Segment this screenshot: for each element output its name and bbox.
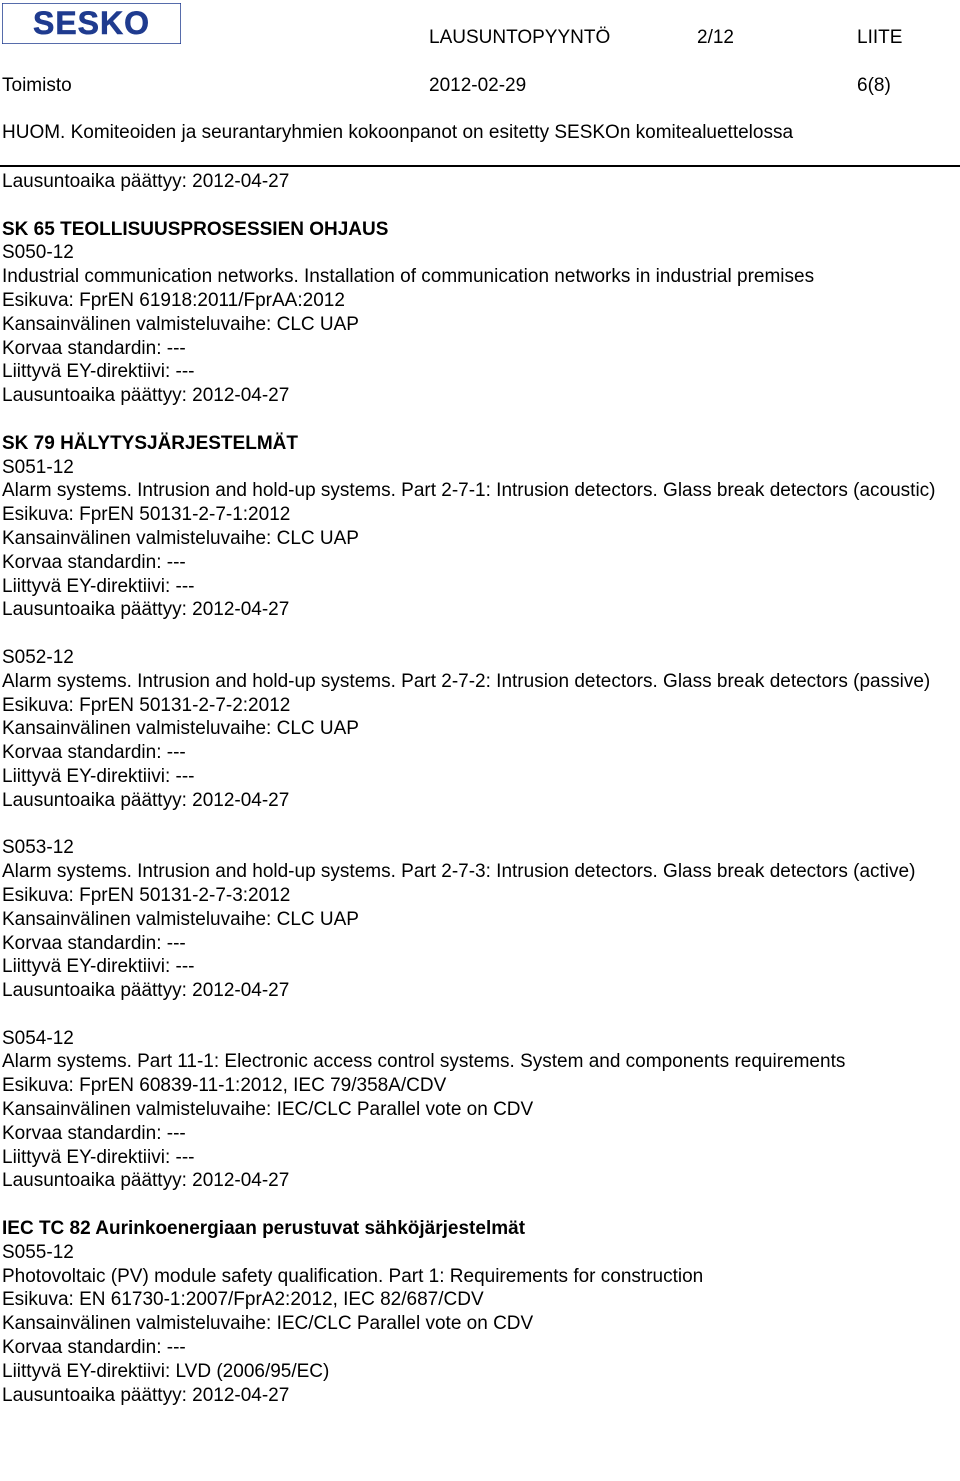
document-number: 2/12 (697, 27, 734, 48)
item-stage: Kansainvälinen valmisteluvaihe: IEC/CLC Parallel vote on CDV (2, 1313, 534, 1335)
item-stage: Kansainvälinen valmisteluvaihe: CLC UAP (2, 527, 359, 549)
item-code: S053-12 (2, 837, 74, 859)
item-directive: Liittyvä EY-direktiivi: --- (2, 361, 195, 383)
item-replaces: Korvaa standardin: --- (2, 1122, 186, 1144)
item-deadline: Lausuntoaika päättyy: 2012-04-27 (2, 1170, 290, 1192)
item-stage: Kansainvälinen valmisteluvaihe: CLC UAP (2, 718, 359, 740)
section-heading: IEC TC 82 Aurinkoenergiaan perustuvat sähköjärjestelmät (2, 1218, 526, 1240)
sesko-logo (2, 3, 181, 44)
header-note: HUOM. Komiteoiden ja seurantaryhmien kokoonpanot on esitetty SESKOn komitealuettelossa (2, 122, 794, 143)
item-replaces: Korvaa standardin: --- (2, 337, 186, 359)
item-draft: Esikuva: FprEN 60839-11-1:2012, IEC 79/358A/CDV (2, 1075, 447, 1097)
item-code: S054-12 (2, 1027, 74, 1049)
item-deadline: Lausuntoaika päättyy: 2012-04-27 (2, 599, 290, 621)
item-replaces: Korvaa standardin: --- (2, 932, 186, 954)
item-directive: Liittyvä EY-direktiivi: --- (2, 575, 195, 597)
item-title: Industrial communication networks. Installation of communication networks in industrial premises (2, 266, 815, 288)
item-title: Photovoltaic (PV) module safety qualification. Part 1: Requirements for construction (2, 1265, 704, 1287)
office-label: Toimisto (2, 75, 72, 96)
item-deadline: Lausuntoaika päättyy: 2012-04-27 (2, 385, 290, 407)
item-title: Alarm systems. Intrusion and hold-up systems. Part 2-7-3: Intrusion detectors. Glass break detectors (active) (2, 861, 916, 883)
spacer (2, 408, 942, 432)
item-replaces: Korvaa standardin: --- (2, 1337, 186, 1359)
document-type: LAUSUNTOPYYNTÖ (429, 27, 611, 48)
attachment-label: LIITE (857, 27, 903, 48)
item-deadline: Lausuntoaika päättyy: 2012-04-27 (2, 1384, 290, 1406)
logo-text: SESKO (32, 5, 151, 41)
item-draft: Esikuva: FprEN 50131-2-7-3:2012 (2, 884, 291, 906)
item-replaces: Korvaa standardin: --- (2, 551, 186, 573)
item-directive: Liittyvä EY-direktiivi: --- (2, 956, 195, 978)
item-code: S050-12 (2, 242, 74, 264)
item-draft: Esikuva: FprEN 61918:2011/FprAA:2012 (2, 289, 345, 311)
item-draft: Esikuva: EN 61730-1:2007/FprA2:2012, IEC 82/687/CDV (2, 1289, 484, 1311)
item-draft: Esikuva: FprEN 50131-2-7-2:2012 (2, 694, 291, 716)
item-stage: Kansainvälinen valmisteluvaihe: CLC UAP (2, 313, 359, 335)
item-stage: Kansainvälinen valmisteluvaihe: CLC UAP (2, 908, 359, 930)
item-title: Alarm systems. Part 11-1: Electronic access control systems. System and components requirements (2, 1051, 846, 1073)
spacer (2, 1003, 942, 1027)
spacer (2, 1193, 942, 1217)
item-deadline: Lausuntoaika päättyy: 2012-04-27 (2, 980, 290, 1002)
item-title: Alarm systems. Intrusion and hold-up systems. Part 2-7-2: Intrusion detectors. Glass break detectors (passive) (2, 670, 931, 692)
item-directive: Liittyvä EY-direktiivi: --- (2, 765, 195, 787)
section-heading: SK 65 TEOLLISUUSPROSESSIEN OHJAUS (2, 218, 389, 240)
item-replaces: Korvaa standardin: --- (2, 742, 186, 764)
item-code: S052-12 (2, 646, 74, 668)
item-deadline: Lausuntoaika päättyy: 2012-04-27 (2, 789, 290, 811)
item-stage: Kansainvälinen valmisteluvaihe: IEC/CLC Parallel vote on CDV (2, 1099, 534, 1121)
item-draft: Esikuva: FprEN 50131-2-7-1:2012 (2, 504, 291, 526)
section-heading: SK 79 HÄLYTYSJÄRJESTELMÄT (2, 432, 298, 454)
document-date: 2012-02-29 (429, 75, 527, 96)
intro-deadline: Lausuntoaika päättyy: 2012-04-27 (2, 171, 290, 192)
item-directive: Liittyvä EY-direktiivi: --- (2, 1146, 195, 1168)
spacer (2, 813, 942, 837)
spacer (2, 622, 942, 646)
spacer (2, 194, 942, 218)
item-code: S051-12 (2, 456, 74, 478)
page-number: 6(8) (857, 75, 891, 96)
header-divider (0, 165, 960, 167)
item-directive: Liittyvä EY-direktiivi: LVD (2006/95/EC) (2, 1360, 330, 1382)
item-title: Alarm systems. Intrusion and hold-up systems. Part 2-7-1: Intrusion detectors. Glass break detectors (acoustic) (2, 480, 936, 502)
document-body (2, 170, 942, 1407)
item-code: S055-12 (2, 1241, 74, 1263)
